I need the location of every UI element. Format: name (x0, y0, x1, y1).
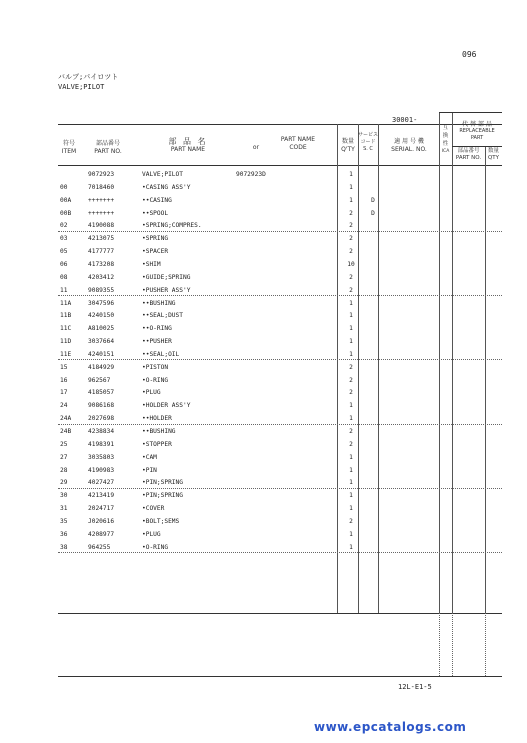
cell-item: 28 (60, 466, 68, 474)
cell-item: 31 (60, 505, 68, 513)
cell-part: 2027698 (88, 415, 115, 423)
header-or: or (252, 144, 260, 151)
header-ic-line1: 互 (442, 125, 449, 131)
cell-item: 00 (60, 183, 68, 191)
header-rep-en2: PART (470, 135, 484, 141)
cell-item: 36 (60, 530, 68, 538)
cell-part: +++++++ (88, 196, 115, 204)
cell-part: 4240151 (88, 350, 115, 358)
cell-name: •SPACER (142, 248, 169, 256)
cell-qty: 2 (349, 440, 353, 448)
table-row (58, 438, 502, 451)
cell-name: •O-RING (142, 543, 169, 551)
cell-qty: 1 (349, 415, 353, 423)
cell-item: 15 (60, 363, 68, 371)
cell-name: ••SEAL;DUST (142, 312, 183, 320)
dotted-line (439, 613, 440, 676)
table-row (58, 502, 502, 515)
cell-item: 11E (60, 350, 72, 358)
cell-name: ••HOLDER (142, 415, 172, 423)
cell-part: 3047596 (88, 299, 115, 307)
cell-qty: 2 (349, 235, 353, 243)
cell-qty: 2 (349, 248, 353, 256)
table-row (58, 374, 502, 387)
header-sc-line3: S. C (363, 146, 373, 152)
cell-qty: 2 (349, 222, 353, 230)
cell-name: •BOLT;SEMS (142, 517, 180, 525)
table-row (58, 348, 502, 361)
cell-item: 24A (60, 415, 72, 423)
table-row (58, 528, 502, 541)
page-title: VALVE;PILOT (58, 83, 105, 91)
cell-name: •SPRING;COMPRES. (142, 222, 202, 230)
cell-item: 05 (60, 248, 68, 256)
rep-sub-rule (452, 146, 502, 147)
cell-name: •CASING ASS'Y (142, 183, 191, 191)
cell-qty: 2 (349, 428, 353, 435)
header-bottom-rule (58, 165, 502, 166)
table-row (58, 258, 502, 271)
cell-item: 11 (60, 286, 68, 294)
header-code-line1: PART NAME (280, 136, 316, 143)
header-replaceable (452, 121, 502, 142)
cell-part: 4173208 (88, 260, 115, 268)
cell-item: 11D (60, 338, 72, 346)
cell-name: •PUSHER ASS'Y (142, 286, 191, 294)
cell-part: 9089355 (88, 286, 115, 294)
header-rep-jp: 代 替 部 品 (462, 121, 492, 128)
cell-qty: 1 (349, 530, 353, 538)
cell-part: 9072923 (88, 171, 115, 178)
cell-item: 38 (60, 543, 68, 551)
cell-item: 02 (60, 222, 68, 230)
cell-qty: 1 (349, 505, 353, 513)
watermark[interactable]: www.epcatalogs.com (314, 720, 467, 734)
cell-name: •COVER (142, 505, 165, 513)
cell-name: ••BUSHING (142, 428, 176, 435)
cell-name: ••SEAL;OIL (142, 350, 180, 358)
cell-item: 25 (60, 440, 68, 448)
cell-qty: 1 (349, 479, 353, 487)
header-item (58, 140, 80, 156)
header-rep-part-en: PART NO. (455, 155, 482, 161)
footer-code: 12L-E1-5 (398, 683, 432, 691)
cell-qty: 2 (349, 363, 353, 371)
header-ic-line4: ICA (441, 149, 450, 154)
cell-item: 00A (60, 196, 72, 204)
cell-qty: 2 (349, 209, 353, 217)
header-code (270, 136, 326, 152)
header-name-en: PART NAME (170, 146, 206, 153)
cell-qty: 1 (349, 171, 353, 178)
header-rep-part-jp: 部品番号 (457, 148, 480, 154)
cell-qty: 1 (349, 312, 353, 320)
cell-part: 4213419 (88, 492, 115, 500)
header-sc-line1: サービス (358, 132, 379, 138)
cell-name: ••BUSHING (142, 299, 176, 307)
cell-part: 4198391 (88, 440, 115, 448)
cell-part: +++++++ (88, 209, 115, 217)
cell-name: •CAM (142, 453, 157, 461)
table-row (58, 489, 502, 502)
table-row (58, 194, 502, 207)
header-sc (358, 132, 378, 153)
cell-part: A810025 (88, 325, 115, 333)
cell-item: 30 (60, 492, 68, 500)
cell-item: 17 (60, 389, 68, 397)
cell-sc: D (371, 196, 375, 204)
header-qty (338, 138, 358, 154)
cell-item: 00B (60, 209, 72, 217)
cell-name: ••PUSHER (142, 338, 172, 346)
header-item-jp: 符号 (62, 140, 75, 147)
cell-item: 29 (60, 479, 68, 487)
cell-part: 4177777 (88, 248, 115, 256)
cell-qty: 1 (349, 492, 353, 500)
header-name-jp: 部 品 名 (168, 137, 208, 146)
cell-sc: D (371, 209, 375, 217)
cell-part: 2024717 (88, 505, 115, 513)
cell-part: 4238834 (88, 428, 115, 435)
cell-qty: 2 (349, 376, 353, 384)
table-top-rule (58, 124, 502, 125)
cell-part: 4027427 (88, 479, 115, 487)
header-part-en: PART NO. (94, 148, 122, 155)
cell-name: •STOPPER (142, 440, 172, 448)
table-row (58, 515, 502, 528)
cell-qty: 1 (349, 183, 353, 191)
header-rep-qty-en: QTY (487, 155, 500, 161)
header-rep-en1: REPLACEABLE (459, 128, 495, 134)
cell-name: ••O-RING (142, 325, 172, 333)
cell-name: •HOLDER ASS'Y (142, 402, 191, 410)
serial-range: 30001- (392, 116, 418, 124)
table-row (58, 464, 502, 477)
cell-part: 962567 (88, 376, 111, 384)
header-sc-line2: コード (360, 139, 376, 145)
cell-item: 08 (60, 273, 68, 281)
table-row (58, 309, 502, 322)
cell-qty: 1 (349, 325, 353, 333)
cell-part: 4190983 (88, 466, 115, 474)
dotted-line (452, 613, 453, 676)
header-name (158, 138, 218, 154)
cell-item: 16 (60, 376, 68, 384)
cell-part: 3037664 (88, 338, 115, 346)
cell-item: 06 (60, 260, 68, 268)
header-rep-part (452, 148, 485, 162)
cell-part: 4240150 (88, 312, 115, 320)
cell-name: •PLUG (142, 389, 161, 397)
header-rep-qty-jp: 数量 (487, 148, 499, 154)
cell-qty: 2 (349, 286, 353, 294)
header-ic-line2: 換 (442, 133, 449, 139)
header-qty-jp: 数量 (341, 138, 354, 145)
header-code-line2: CODE (289, 144, 307, 151)
cell-item: 11B (60, 312, 72, 320)
table-row (58, 219, 502, 232)
table-row (58, 207, 502, 220)
cell-item: 35 (60, 517, 68, 525)
cell-name: •GUIDE;SPRING (142, 273, 191, 281)
cell-part: 4203412 (88, 273, 115, 281)
cell-name: ••CASING (142, 196, 172, 204)
cell-name: VALVE;PILOT (142, 171, 183, 178)
rep-top-rule (439, 112, 502, 113)
cell-part: 4213075 (88, 235, 115, 243)
table-row (58, 476, 502, 489)
cell-code: 9072923D (236, 171, 266, 178)
dotted-line (485, 613, 486, 676)
table-row (58, 361, 502, 374)
cell-qty: 2 (349, 517, 353, 525)
cell-part: 964255 (88, 543, 111, 551)
cell-part: 4208977 (88, 530, 115, 538)
header-serial-en: SERIAL. NO. (391, 146, 427, 153)
table-row (58, 297, 502, 310)
cell-item: 24 (60, 402, 68, 410)
cell-qty: 1 (349, 543, 353, 551)
cell-part: 4184929 (88, 363, 115, 371)
header-serial-jp: 適 用 号 機 (394, 138, 424, 145)
cell-name: •PIN;SPRING (142, 492, 183, 500)
cell-part: 9086168 (88, 402, 115, 410)
cell-item: 11C (60, 325, 72, 333)
cell-part: 3035803 (88, 453, 115, 461)
table-row (58, 232, 502, 245)
table-bottom-rule (58, 613, 502, 614)
cell-qty: 1 (349, 299, 353, 307)
cell-name: •PIN (142, 466, 157, 474)
cell-qty: 1 (349, 350, 353, 358)
cell-item: 27 (60, 453, 68, 461)
header-qty-en: Q'TY (341, 146, 355, 153)
cell-name: •O-RING (142, 376, 169, 384)
cell-qty: 2 (349, 273, 353, 281)
table-row (58, 271, 502, 284)
header-part-jp: 部品番号 (95, 140, 120, 147)
table-row (58, 284, 502, 297)
table-row (58, 181, 502, 194)
cell-part: 7018460 (88, 183, 115, 191)
cell-part: J020616 (88, 517, 115, 525)
table-row (58, 412, 502, 425)
cell-item: 24B (60, 428, 72, 435)
cell-name: ••SPOOL (142, 209, 169, 217)
table-row (58, 451, 502, 464)
header-part (86, 140, 130, 156)
cell-qty: 1 (349, 196, 353, 204)
cell-part: 4185057 (88, 389, 115, 397)
header-rep-qty (485, 148, 502, 162)
cell-name: •PIN;SPRING (142, 479, 183, 487)
cell-qty: 10 (347, 260, 355, 268)
header-item-en: ITEM (61, 148, 77, 155)
table-row (58, 425, 502, 438)
cell-qty: 2 (349, 389, 353, 397)
table-row (58, 399, 502, 412)
cell-name: •SHIM (142, 260, 161, 268)
cell-qty: 1 (349, 338, 353, 346)
cell-qty: 1 (349, 402, 353, 410)
table-row (58, 168, 502, 181)
table-row (58, 322, 502, 335)
page-bottom-rule (58, 676, 502, 677)
cell-item: 11A (60, 299, 72, 307)
cell-name: •PLUG (142, 530, 161, 538)
cell-item: 03 (60, 235, 68, 243)
cell-qty: 1 (349, 466, 353, 474)
cell-part: 4190088 (88, 222, 115, 230)
table-row (58, 245, 502, 258)
cell-qty: 1 (349, 453, 353, 461)
table-row (58, 541, 502, 554)
cell-name: •SPRING (142, 235, 169, 243)
header-serial (380, 138, 438, 154)
header-ic-line3: 性 (442, 141, 449, 147)
header-interchange (439, 124, 452, 156)
page-number: 096 (462, 50, 477, 59)
title-japanese: バルブ;パイロツト (58, 73, 119, 81)
cell-name: •PISTON (142, 363, 169, 371)
table-row (58, 335, 502, 348)
table-row (58, 386, 502, 399)
